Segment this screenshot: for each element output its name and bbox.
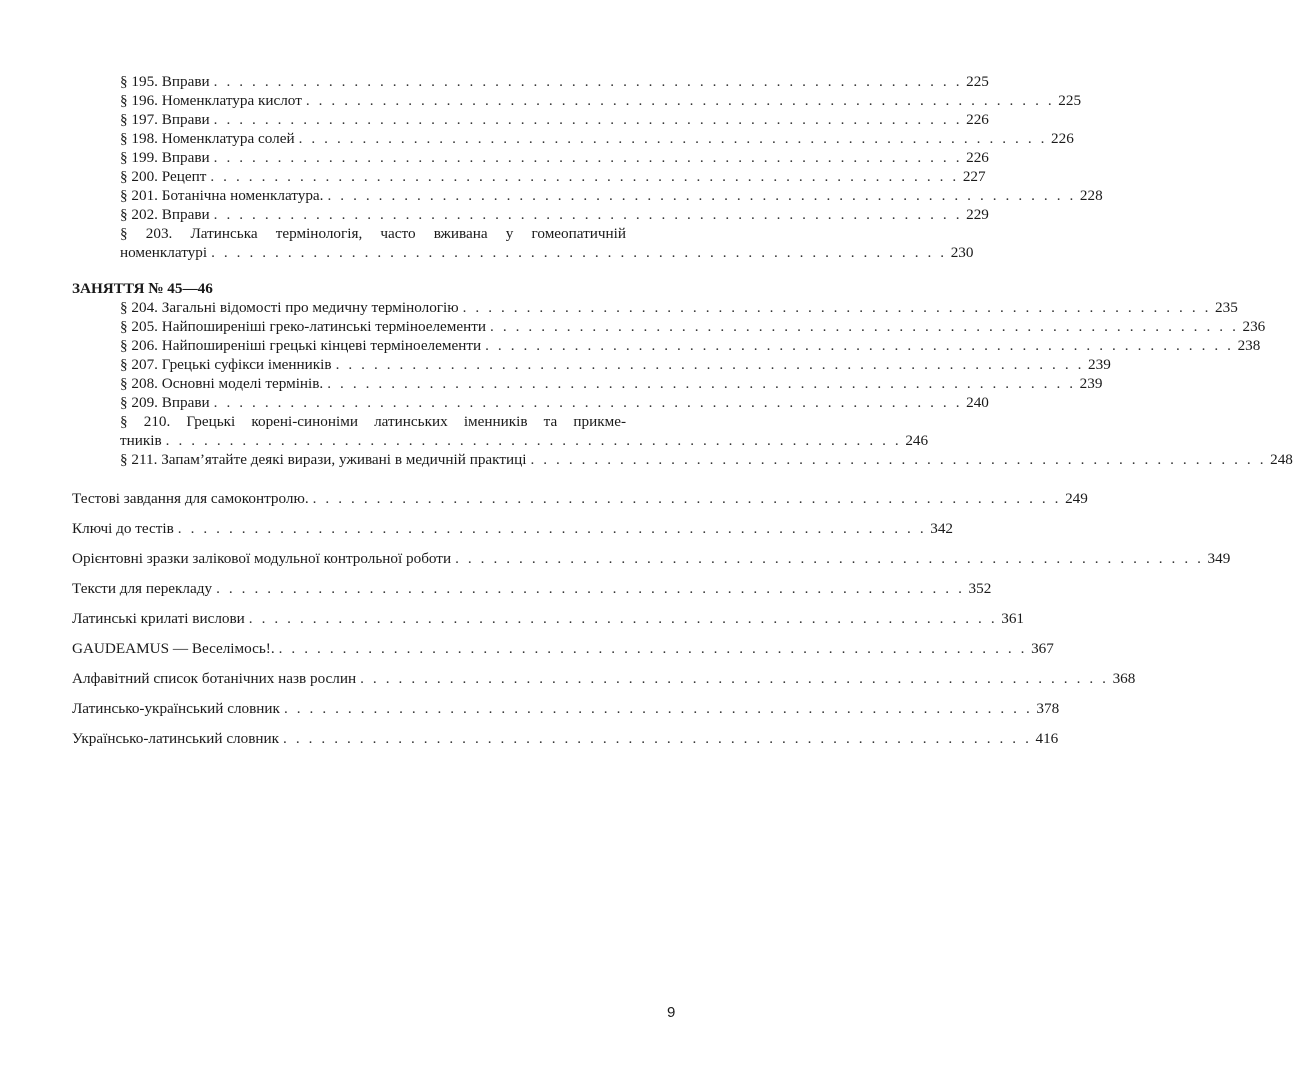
toc-page-number: 352 [968, 580, 992, 597]
dot-leader: . . . . . . . . . . . . . . . . . . . . . . . . . . . . . . . . . . . . . . . . . . . . . . . . . . . . . . . . . . . [305, 92, 1055, 109]
toc-page-number: 349 [1207, 550, 1231, 567]
section-heading: ЗАНЯТТЯ № 45—46 [72, 280, 213, 297]
dot-leader: . . . . . . . . . . . . . . . . . . . . . . . . . . . . . . . . . . . . . . . . . . . . . . . . . . . . . . . . . . . [213, 73, 963, 90]
dot-leader: . . . . . . . . . . . . . . . . . . . . . . . . . . . . . . . . . . . . . . . . . . . . . . . . . . . . . . . . . . . [177, 520, 927, 537]
toc-entry [72, 298, 1238, 317]
toc-page-number: 342 [930, 520, 953, 537]
toc-page-number: 226 [966, 111, 989, 128]
toc-entry [72, 639, 1054, 658]
toc-entry-title: Орієнтовні зразки залікової модульної контрольної роботи [72, 549, 455, 568]
toc-entry-title: Латинсько-український словник [72, 699, 284, 718]
toc-entry-title-line2: номенклатурі [120, 243, 211, 262]
toc-entry [72, 205, 989, 224]
toc-entry [72, 519, 953, 538]
toc-entry-title-line1: § 203. Латинська термінологія, часто вживана у гомеопатичній [120, 225, 626, 242]
toc-entry [72, 549, 1231, 568]
toc-entry [72, 489, 1088, 508]
toc-page-number: 238 [1237, 337, 1261, 354]
toc-entry [72, 129, 1074, 148]
toc-entry-203 [72, 224, 974, 262]
toc-entry-title: § 196. Номенклатура кислот [120, 91, 306, 110]
toc-entry-title: Українсько-латинський словник [72, 729, 283, 748]
toc-page-number: 226 [966, 149, 989, 166]
toc-page-number: 229 [966, 206, 989, 223]
toc-page-number: 230 [950, 244, 974, 261]
toc-page-number: 240 [966, 394, 989, 411]
toc-entry-title: Алфавітний список ботанічних назв рослин [72, 669, 360, 688]
toc-entry-title: § 199. Вправи [120, 148, 214, 167]
dot-leader: . . . . . . . . . . . . . . . . . . . . . . . . . . . . . . . . . . . . . . . . . . . . . . . . . . . . . . . . . . . [360, 670, 1109, 687]
dot-leader: . . . . . . . . . . . . . . . . . . . . . . . . . . . . . . . . . . . . . . . . . . . . . . . . . . . . . . . . . . . [213, 394, 963, 411]
toc-entry-title: § 202. Вправи [120, 205, 214, 224]
toc-entry [72, 167, 986, 186]
dot-leader: . . . . . . . . . . . . . . . . . . . . . . . . . . . . . . . . . . . . . . . . . . . . . . . . . . . . . . . . . . [211, 244, 947, 261]
dot-leader: . . . . . . . . . . . . . . . . . . . . . . . . . . . . . . . . . . . . . . . . . . . . . . . . . . . . . . . . . . . [490, 318, 1239, 335]
toc-page-number: 367 [1031, 640, 1054, 657]
toc-entry [72, 579, 992, 598]
dot-leader: . . . . . . . . . . . . . . . . . . . . . . . . . . . . . . . . . . . . . . . . . . . . . . . . . . . . . . . . . . . [213, 111, 963, 128]
table-of-contents [72, 72, 1293, 759]
toc-entry [72, 393, 989, 412]
toc-entry-title: § 197. Вправи [120, 110, 214, 129]
toc-page-number: 227 [962, 168, 986, 185]
toc-section-exercises [72, 72, 1103, 224]
toc-entry [72, 336, 1261, 355]
toc-page-number: 228 [1079, 187, 1103, 204]
toc-entry-title: § 211. Запам’ятайте деякі вирази, уживані в медичній практиці [120, 450, 530, 469]
toc-page-number: 378 [1036, 700, 1060, 717]
dot-leader: . . . . . . . . . . . . . . . . . . . . . . . . . . . . . . . . . . . . . . . . . . . . . . . . . . . . . . . . . . [530, 451, 1267, 468]
toc-entry-title: Ключі до тестів [72, 519, 178, 538]
toc-entry-title: § 204. Загальні відомості про медичну термінологію [120, 298, 463, 317]
dot-leader: . . . . . . . . . . . . . . . . . . . . . . . . . . . . . . . . . . . . . . . . . . . . . . . . . . . . . . . . . . . [216, 580, 965, 597]
toc-entry-210 [72, 412, 929, 450]
toc-page-number: 248 [1270, 451, 1293, 468]
dot-leader: . . . . . . . . . . . . . . . . . . . . . . . . . . . . . . . . . . . . . . . . . . . . . . . . . . . . . . . . . . . [283, 700, 1033, 717]
dot-leader: . . . . . . . . . . . . . . . . . . . . . . . . . . . . . . . . . . . . . . . . . . . . . . . . . . . . . . . . . . . [462, 299, 1212, 316]
dot-leader: . . . . . . . . . . . . . . . . . . . . . . . . . . . . . . . . . . . . . . . . . . . . . . . . . . . . . . . . . . . [278, 640, 1028, 657]
toc-entry-title: § 208. Основні моделі термінів. [120, 374, 327, 393]
dot-leader: . . . . . . . . . . . . . . . . . . . . . . . . . . . . . . . . . . . . . . . . . . . . . . . . . . . . . . . . . . . [213, 206, 963, 223]
toc-entry [72, 699, 1060, 718]
toc-entry-title: § 209. Вправи [120, 393, 214, 412]
toc-entry [72, 609, 1025, 628]
toc-page-number: 225 [966, 73, 989, 90]
page-number: 9 [667, 1004, 676, 1021]
toc-entry-title: § 201. Ботанічна номенклатура. [120, 186, 327, 205]
toc-section-appendices [72, 489, 1231, 748]
dot-leader: . . . . . . . . . . . . . . . . . . . . . . . . . . . . . . . . . . . . . . . . . . . . . . . . . . . . . . . . . . . [312, 490, 1062, 507]
toc-entry [72, 148, 989, 167]
dot-leader: . . . . . . . . . . . . . . . . . . . . . . . . . . . . . . . . . . . . . . . . . . . . . . . . . . . . . . . . . . . [485, 337, 1234, 354]
toc-section-terminology [72, 298, 1266, 412]
toc-entry [72, 374, 1103, 393]
toc-entry-title: § 195. Вправи [120, 72, 214, 91]
toc-page-number: 226 [1051, 130, 1074, 147]
toc-entry-title-line1: § 210. Грецькі корені-синоніми латинських іменників та прикме- [120, 413, 626, 430]
toc-entry [72, 72, 989, 91]
toc-page-number: 361 [1001, 610, 1025, 627]
toc-entry [72, 186, 1103, 205]
toc-entry-211 [72, 450, 1293, 469]
toc-entry [72, 91, 1082, 110]
toc-page-number: 249 [1065, 490, 1088, 507]
toc-entry [72, 317, 1266, 336]
toc-entry-title-line2: тників [120, 431, 166, 450]
toc-entry-title: § 206. Найпоширеніші грецькі кінцеві терміноелементи [120, 336, 485, 355]
toc-page-number: 235 [1215, 299, 1238, 316]
toc-entry [72, 669, 1136, 688]
toc-entry-title: GAUDEAMUS — Веселімось!. [72, 639, 279, 658]
toc-entry-title: § 205. Найпоширеніші греко-латинські терміноелементи [120, 317, 490, 336]
dot-leader: . . . . . . . . . . . . . . . . . . . . . . . . . . . . . . . . . . . . . . . . . . . . . . . . . . . . . . . . . . [165, 432, 902, 449]
toc-entry [72, 729, 1059, 748]
toc-entry-title: § 198. Номенклатура солей [120, 129, 299, 148]
toc-entry [72, 355, 1111, 374]
toc-page-number: 239 [1079, 375, 1103, 392]
toc-page-number: 225 [1058, 92, 1082, 109]
toc-entry-title: Тестові завдання для самоконтролю. [72, 489, 313, 508]
toc-entry-title: § 200. Рецепт [120, 167, 210, 186]
toc-entry-continuation [72, 243, 974, 262]
dot-leader: . . . . . . . . . . . . . . . . . . . . . . . . . . . . . . . . . . . . . . . . . . . . . . . . . . . . . . . . . . . [283, 730, 1032, 747]
toc-page-number: 239 [1088, 356, 1111, 373]
dot-leader: . . . . . . . . . . . . . . . . . . . . . . . . . . . . . . . . . . . . . . . . . . . . . . . . . . . . . . . . . . . [210, 168, 959, 185]
toc-entry-title: § 207. Грецькі суфікси іменників [120, 355, 336, 374]
dot-leader: . . . . . . . . . . . . . . . . . . . . . . . . . . . . . . . . . . . . . . . . . . . . . . . . . . . . . . . . . . . [455, 550, 1204, 567]
dot-leader: . . . . . . . . . . . . . . . . . . . . . . . . . . . . . . . . . . . . . . . . . . . . . . . . . . . . . . . . . . . [327, 187, 1076, 204]
dot-leader: . . . . . . . . . . . . . . . . . . . . . . . . . . . . . . . . . . . . . . . . . . . . . . . . . . . . . . . . . . . [248, 610, 998, 627]
dot-leader: . . . . . . . . . . . . . . . . . . . . . . . . . . . . . . . . . . . . . . . . . . . . . . . . . . . . . . . . . . . [335, 356, 1085, 373]
toc-entry-title: Латинські крилаті вислови [72, 609, 249, 628]
dot-leader: . . . . . . . . . . . . . . . . . . . . . . . . . . . . . . . . . . . . . . . . . . . . . . . . . . . . . . . . . . . [213, 149, 963, 166]
toc-page-number: 416 [1035, 730, 1059, 747]
toc-page-number: 236 [1242, 318, 1266, 335]
toc-page-number: 246 [905, 432, 929, 449]
toc-entry-continuation [72, 431, 929, 450]
dot-leader: . . . . . . . . . . . . . . . . . . . . . . . . . . . . . . . . . . . . . . . . . . . . . . . . . . . . . . . . . . . [327, 375, 1076, 392]
toc-entry-title: Тексти для перекладу [72, 579, 216, 598]
toc-page-number: 368 [1112, 670, 1136, 687]
toc-entry [72, 110, 989, 129]
dot-leader: . . . . . . . . . . . . . . . . . . . . . . . . . . . . . . . . . . . . . . . . . . . . . . . . . . . . . . . . . . . [298, 130, 1048, 147]
